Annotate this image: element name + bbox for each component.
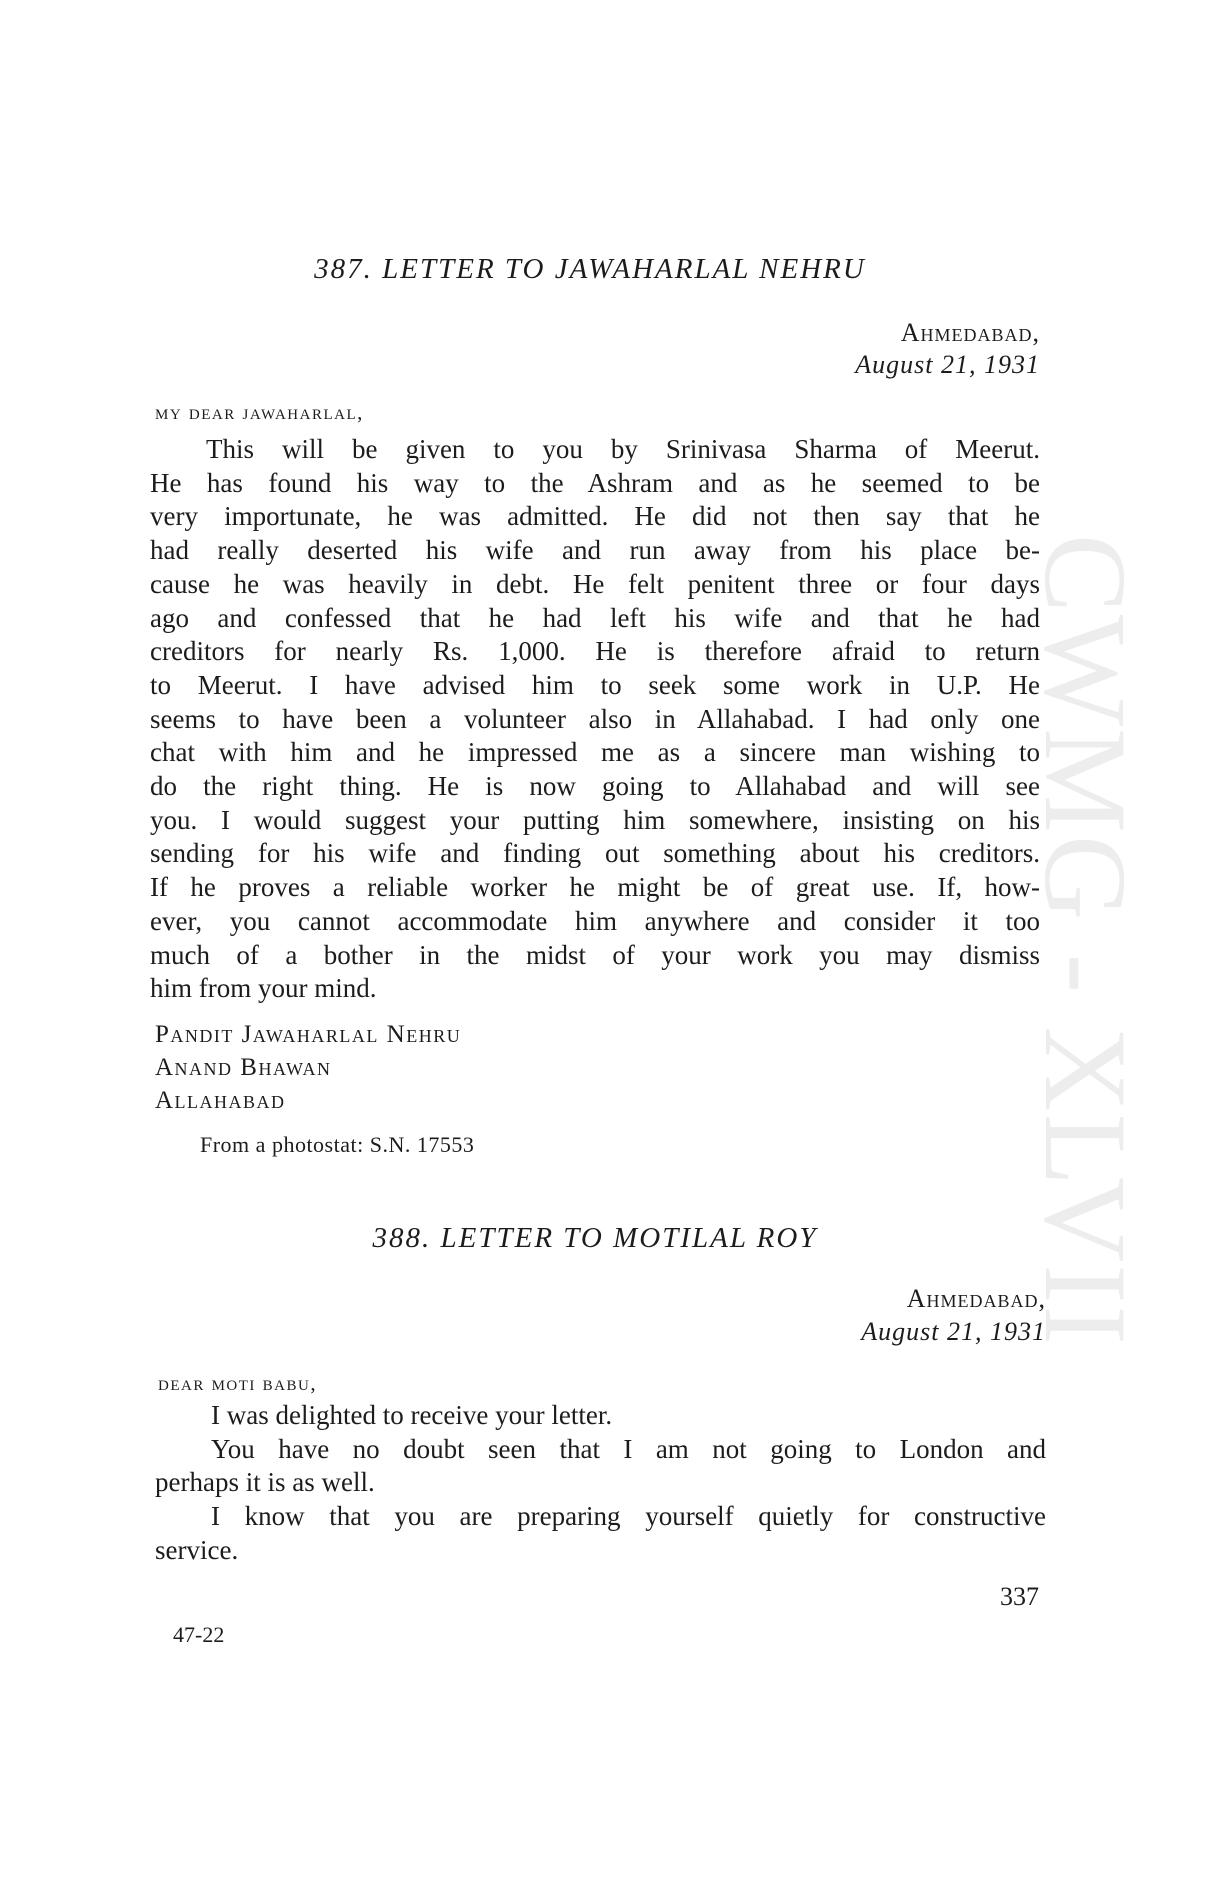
paragraph-line: service. bbox=[155, 1534, 239, 1565]
body-line: you. I would suggest your putting him somewhere, insisting on his bbox=[150, 804, 1040, 835]
body-line: had really deserted his wife and run away from his place be- bbox=[150, 535, 1040, 566]
address-line-3: Allahabad bbox=[155, 1087, 286, 1114]
letter-1-address bbox=[155, 1018, 461, 1117]
paragraph-line: You have no doubt seen that I am not going to London and bbox=[211, 1433, 1046, 1464]
address-line-2: Anand Bhawan bbox=[155, 1054, 332, 1081]
letter-1-source: From a photostat: S.N. 17553 bbox=[200, 1132, 475, 1157]
body-line: If he proves a reliable worker he might be of great use. If, how- bbox=[150, 872, 1040, 903]
letter-2-salutation: dear moti babu, bbox=[158, 1371, 318, 1395]
watermark-text: CWMG - XLVII bbox=[1020, 533, 1151, 1347]
body-line: him from your mind. bbox=[150, 973, 377, 1004]
paragraph-line: perhaps it is as well. bbox=[155, 1467, 375, 1498]
body-line: much of a bother in the midst of your work you may dismiss bbox=[150, 939, 1040, 970]
paragraph-line: I know that you are preparing yourself quietly for constructive bbox=[211, 1501, 1046, 1532]
body-line: to Meerut. I have advised him to seek some work in U.P. He bbox=[150, 669, 1040, 700]
signature-mark: 47-22 bbox=[173, 1622, 225, 1647]
body-line: cause he was heavily in debt. He felt penitent three or four days bbox=[150, 568, 1040, 599]
paragraph-line: I was delighted to receive your letter. bbox=[211, 1400, 613, 1430]
body-line: creditors for nearly Rs. 1,000. He is therefore afraid to return bbox=[150, 636, 1040, 667]
letter-2-title: 388. LETTER TO MOTILAL ROY bbox=[372, 1222, 818, 1254]
letter-1-title: 387. LETTER TO JAWAHARLAL NEHRU bbox=[314, 253, 866, 285]
body-line: seems to have been a volunteer also in Allahabad. I had only one bbox=[150, 703, 1040, 734]
body-line: He has found his way to the Ashram and as he seemed to be bbox=[150, 467, 1040, 498]
letter-2-date: August 21, 1931 bbox=[861, 1317, 1046, 1346]
letter-1-body bbox=[150, 433, 1040, 1006]
body-line: This will be given to you by Srinivasa Sharma of Meerut. bbox=[206, 434, 1040, 464]
body-line: sending for his wife and finding out something about his creditors. bbox=[150, 838, 1040, 869]
body-line: very importunate, he was admitted. He did not then say that he bbox=[150, 501, 1040, 532]
address-line-1: Pandit Jawaharlal Nehru bbox=[155, 1021, 462, 1048]
letter-1-salutation: my dear jawaharlal, bbox=[155, 400, 364, 424]
page-number: 337 bbox=[1000, 1582, 1039, 1611]
body-line: chat with him and he impressed me as a sincere man wishing to bbox=[150, 737, 1040, 768]
letter-2-body bbox=[155, 1399, 1046, 1568]
body-line: ago and confessed that he had left his wife and that he had bbox=[150, 602, 1040, 633]
letter-2-place: Ahmedabad, bbox=[906, 1284, 1046, 1313]
body-line: ever, you cannot accommodate him anywhere and consider it too bbox=[150, 905, 1040, 936]
letter-1-place: Ahmedabad, bbox=[900, 318, 1040, 347]
letter-1-date: August 21, 1931 bbox=[855, 350, 1040, 379]
body-line: do the right thing. He is now going to Allahabad and will see bbox=[150, 771, 1040, 802]
